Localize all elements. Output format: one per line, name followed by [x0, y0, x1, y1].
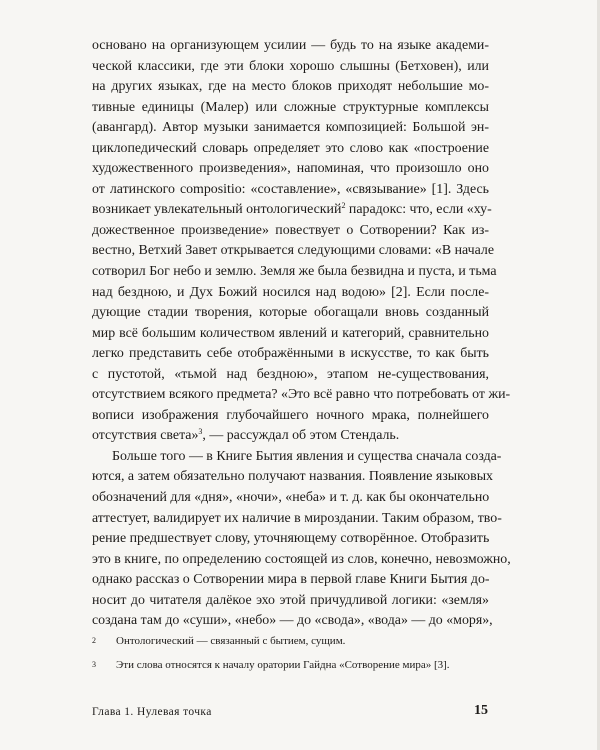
- footnote: [92, 658, 489, 672]
- running-footer-chapter: Глава 1. Нулевая точка: [92, 706, 212, 718]
- text-line: обозначений для «дня», «ночи», «неба» и т. д. как бы окончательно: [92, 490, 490, 506]
- text-line: Больше того — в Книге Бытия явления и существа сначала созда-: [112, 448, 502, 464]
- text-line: дующие стадии творения, которые обогащали вновь созданный: [92, 305, 489, 321]
- text-segment: отсутствия света»: [92, 428, 199, 444]
- text-line: с пустотой, «тьмой над бездною», этапом не-существования,: [92, 366, 489, 382]
- text-line: вестно, Ветхий Завет открывается следующими словами: «В начале: [92, 243, 495, 259]
- footnote-number: 3: [92, 660, 96, 669]
- text-line: рение предшествует слову, уточняющему сотворённое. Отобразить: [92, 531, 490, 547]
- text-line: это в книге, по определению состоящей из слов, конечно, невозможно,: [92, 551, 511, 567]
- footnotes: [92, 634, 489, 682]
- text-line: над бездною, и Дух Божий носился над водою» [2]. Если после-: [92, 284, 489, 300]
- footnote-ref-2: 2: [341, 201, 346, 211]
- text-line: вописи изображения глубочайшего ночного мрака, полнейшего: [92, 407, 489, 423]
- page-number: 15: [474, 703, 488, 718]
- text-line: однако рассказ о Сотворении мира в первой главе Книги Бытия до-: [92, 572, 490, 588]
- body-text: [92, 36, 511, 632]
- text-line: на других языках, где на место блоков приходят небольшие мо-: [92, 79, 489, 95]
- text-segment: , — рассуждал об этом Стендаль.: [202, 428, 400, 444]
- text-segment: парадокс: что, если «ху-: [345, 202, 492, 218]
- text-line: ческой классики, где эти блоки хорошо слышны (Бетховен), или: [92, 58, 489, 74]
- text-line: легко представить себе отображёнными в искусстве, то как быть: [92, 346, 489, 362]
- text-line: ются, а затем обязательно получают названия. Появление языковых: [92, 469, 493, 485]
- text-line: носит до читателя далёкое эхо этой причудливой логики: «земля»: [92, 592, 489, 608]
- text-line: (авангард). Автор музыки занимается композицией: Большой эн-: [92, 120, 489, 136]
- text-line: мир всё большим количеством явлений и категорий, сравнительно: [92, 325, 489, 341]
- text-line: аттестует, валидирует их наличие в мироздании. Таким образом, тво-: [92, 510, 502, 526]
- text-line: [92, 200, 492, 221]
- text-line: отсутствием всякого предмета? «Это всё равно что потребовать от жи-: [92, 387, 511, 403]
- text-line: создана там до «суши», «небо» — до «свода», «вода» — до «моря»,: [92, 613, 493, 629]
- text-segment: возникает увлекательный онтологический: [92, 202, 342, 218]
- text-line: основано на организующем усилии — будь то на языке академи-: [92, 38, 489, 53]
- text-line: дожественное произведение» повествует о Сотворении? Как из-: [92, 222, 489, 238]
- text-line: от латинского compositio: «составление», «связывание» [1]. Здесь: [92, 181, 489, 197]
- footnote-text: Онтологический — связанный с бытием, сущим.: [116, 635, 346, 647]
- text-line: циклопедический словарь определяет это слово как «построение: [92, 140, 489, 156]
- text-line: [92, 426, 489, 447]
- text-line: художественного произведения», напоминая, что произошло оно: [92, 161, 489, 177]
- text-line: тивные единицы (Малер) или сложные структурные комплексы: [92, 99, 489, 115]
- footnote: [92, 634, 489, 648]
- footnote-text: Эти слова относятся к началу оратории Гайдна «Сотворение мира» [3].: [116, 659, 450, 671]
- text-line: сотворил Бог небо и землю. Земля же была безвидна и пуста, и тьма: [92, 264, 497, 280]
- footnote-number: 2: [92, 636, 96, 645]
- footnote-ref-3: 3: [198, 427, 203, 437]
